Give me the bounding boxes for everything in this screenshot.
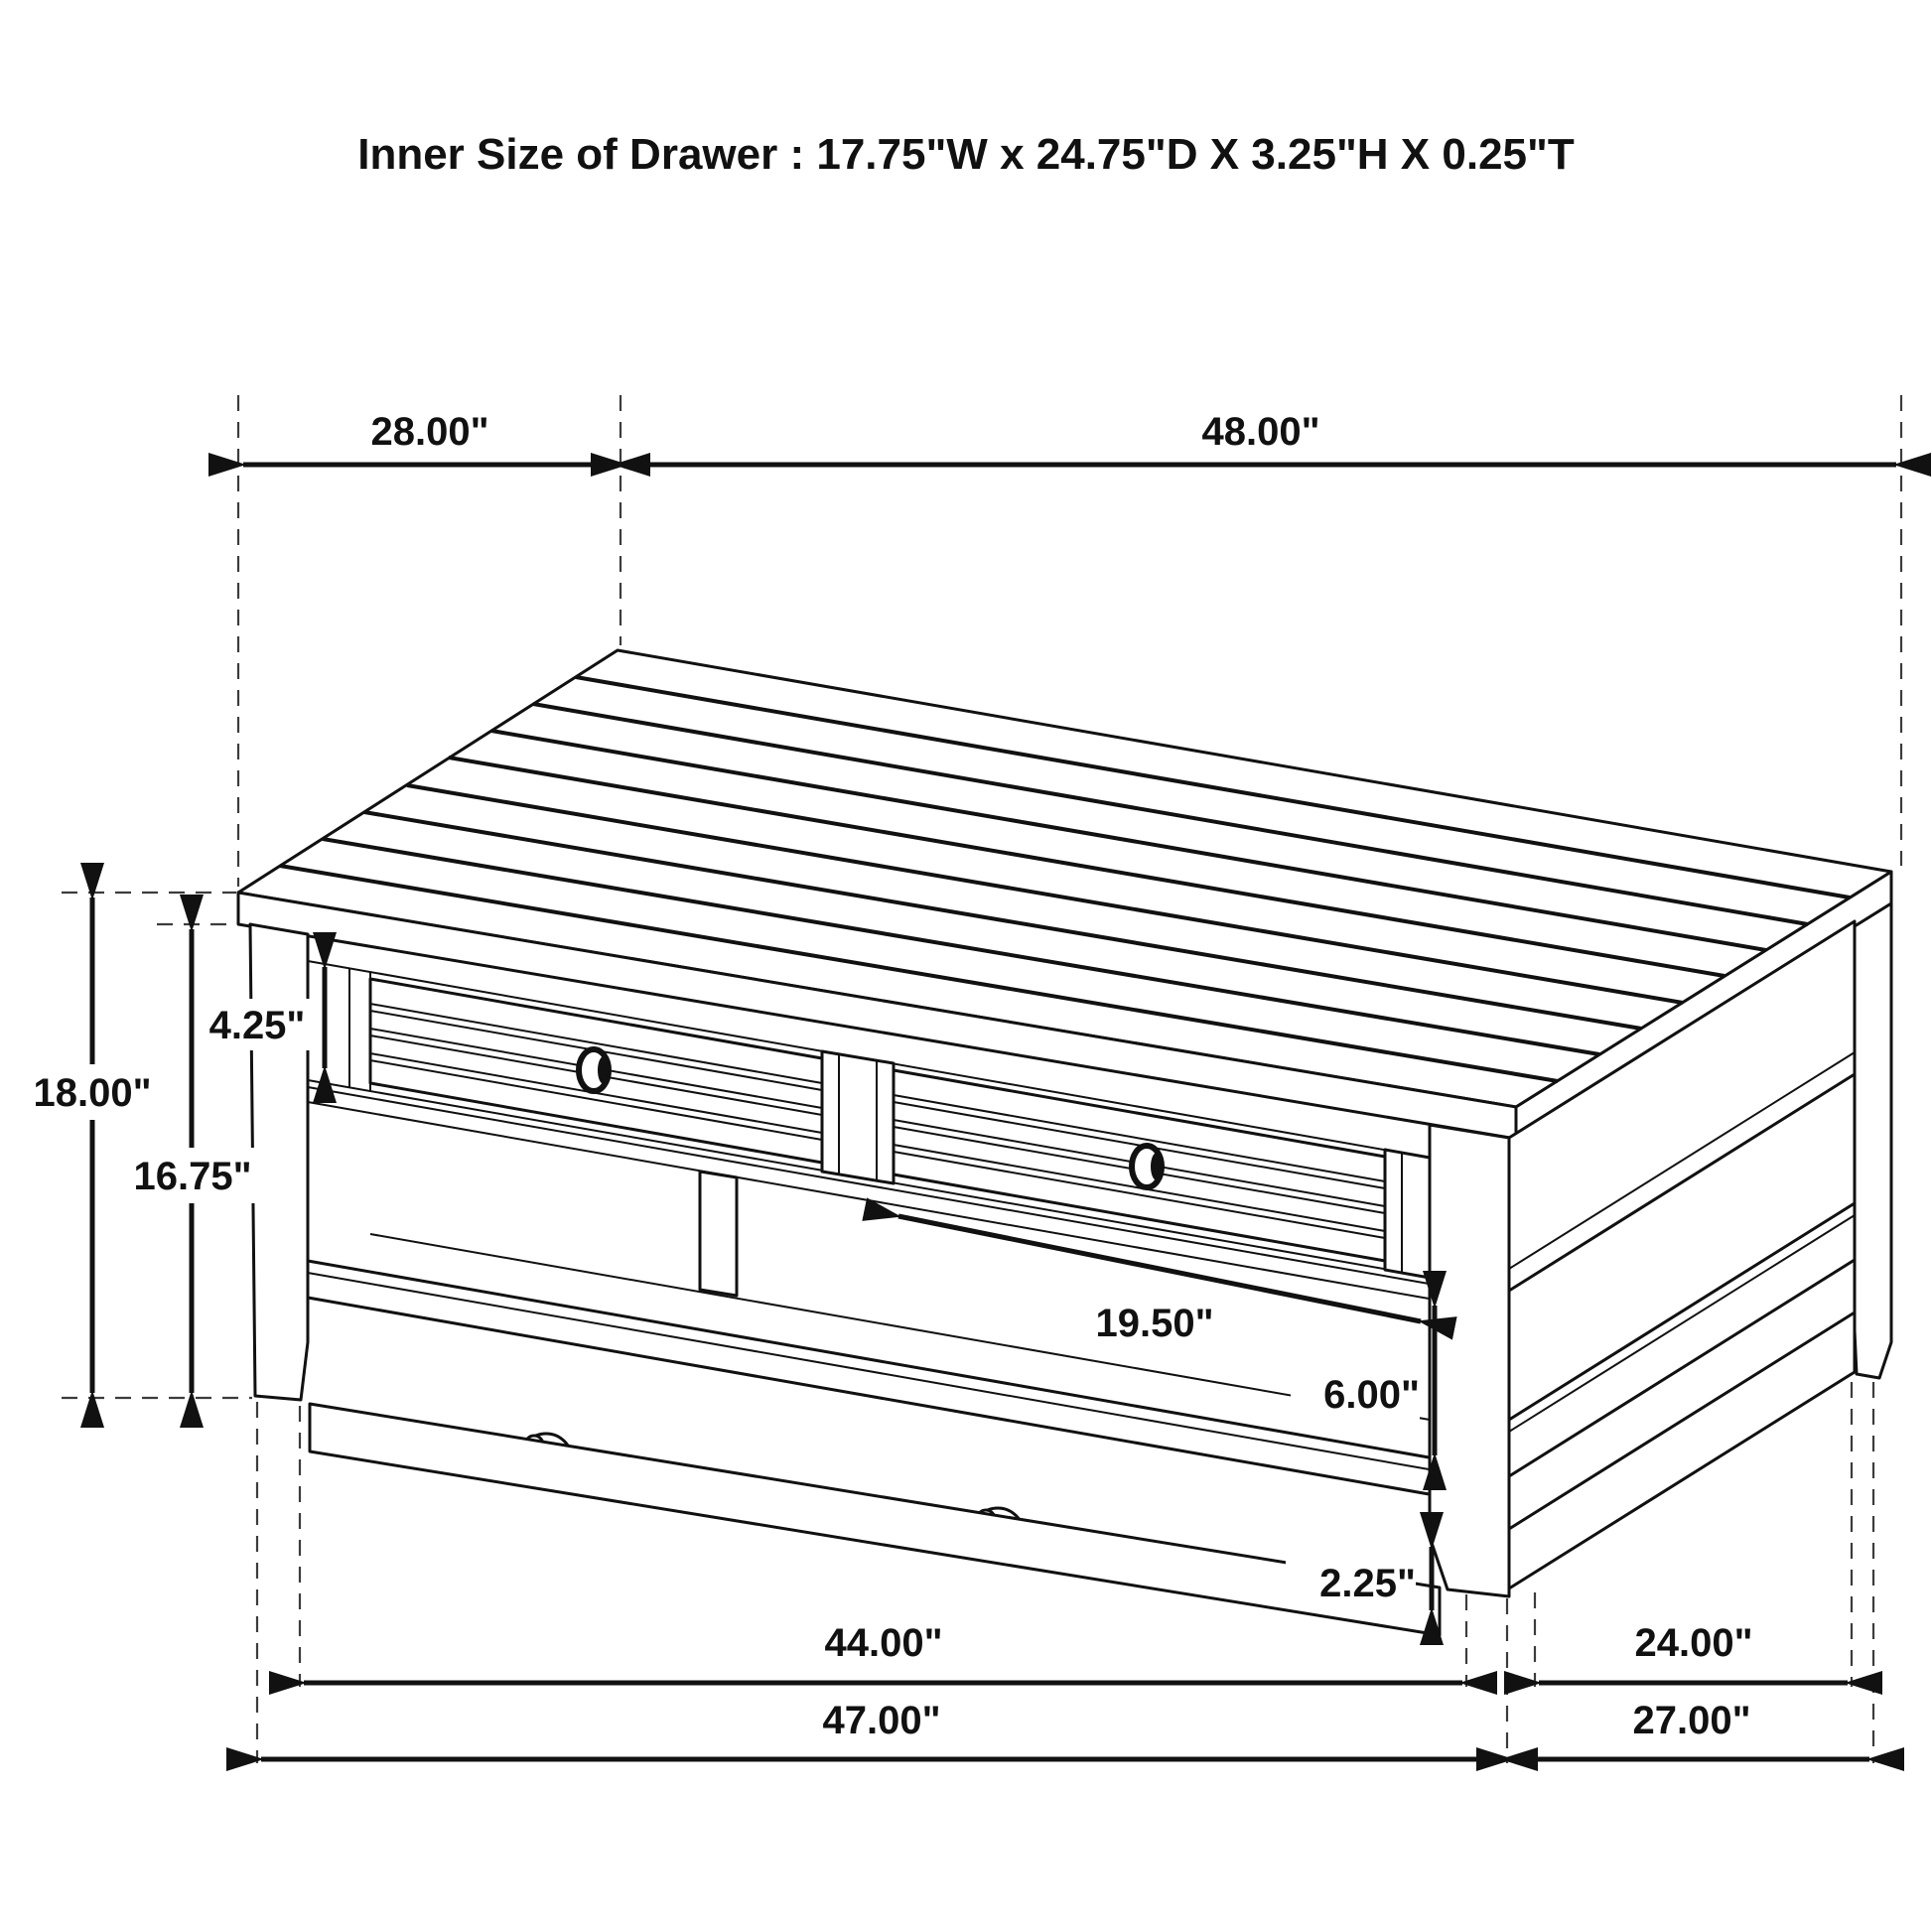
dim-label-27: 27.00" (1632, 1699, 1751, 1742)
rear-left-leg (700, 1172, 737, 1296)
dim-overall-height (30, 897, 153, 1393)
diagram-title: Inner Size of Drawer : 17.75"W x 24.75"D X 3.25"H X 0.25"T (357, 130, 1575, 179)
dim-base-depth-outer (1511, 1699, 1869, 1759)
dim-label-28: 28.00" (370, 410, 489, 454)
drawer-2-knob (1132, 1146, 1163, 1187)
dim-label-44: 44.00" (824, 1621, 943, 1665)
left-stile (349, 968, 370, 1091)
dim-label-19-50: 19.50" (1095, 1302, 1214, 1345)
dim-label-48: 48.00" (1201, 410, 1320, 454)
dim-base-depth-inner (1539, 1621, 1848, 1683)
dim-shelf-clearance (1291, 1306, 1435, 1455)
coffee-table-drawing (238, 650, 1891, 1635)
drawer-1-knob (579, 1049, 610, 1091)
dim-label-47: 47.00" (822, 1699, 941, 1742)
front-right-leg (1430, 1125, 1509, 1596)
right-stile (1385, 1150, 1430, 1278)
dim-width-right (625, 410, 1896, 465)
dim-base-width-inner (304, 1621, 1462, 1683)
dim-label-24: 24.00" (1634, 1621, 1753, 1665)
dim-label-6-00: 6.00" (1323, 1373, 1420, 1417)
dim-caster-height (1286, 1547, 1432, 1610)
dim-label-4-25: 4.25" (208, 1004, 306, 1047)
dim-width-left (243, 410, 616, 465)
center-stile (822, 1051, 894, 1183)
rear-right-leg (1855, 903, 1891, 1378)
dim-label-18: 18.00" (33, 1071, 152, 1115)
dim-base-width-outer (261, 1699, 1503, 1759)
dim-label-16-75: 16.75" (133, 1155, 252, 1198)
dim-label-2-25: 2.25" (1319, 1562, 1416, 1605)
